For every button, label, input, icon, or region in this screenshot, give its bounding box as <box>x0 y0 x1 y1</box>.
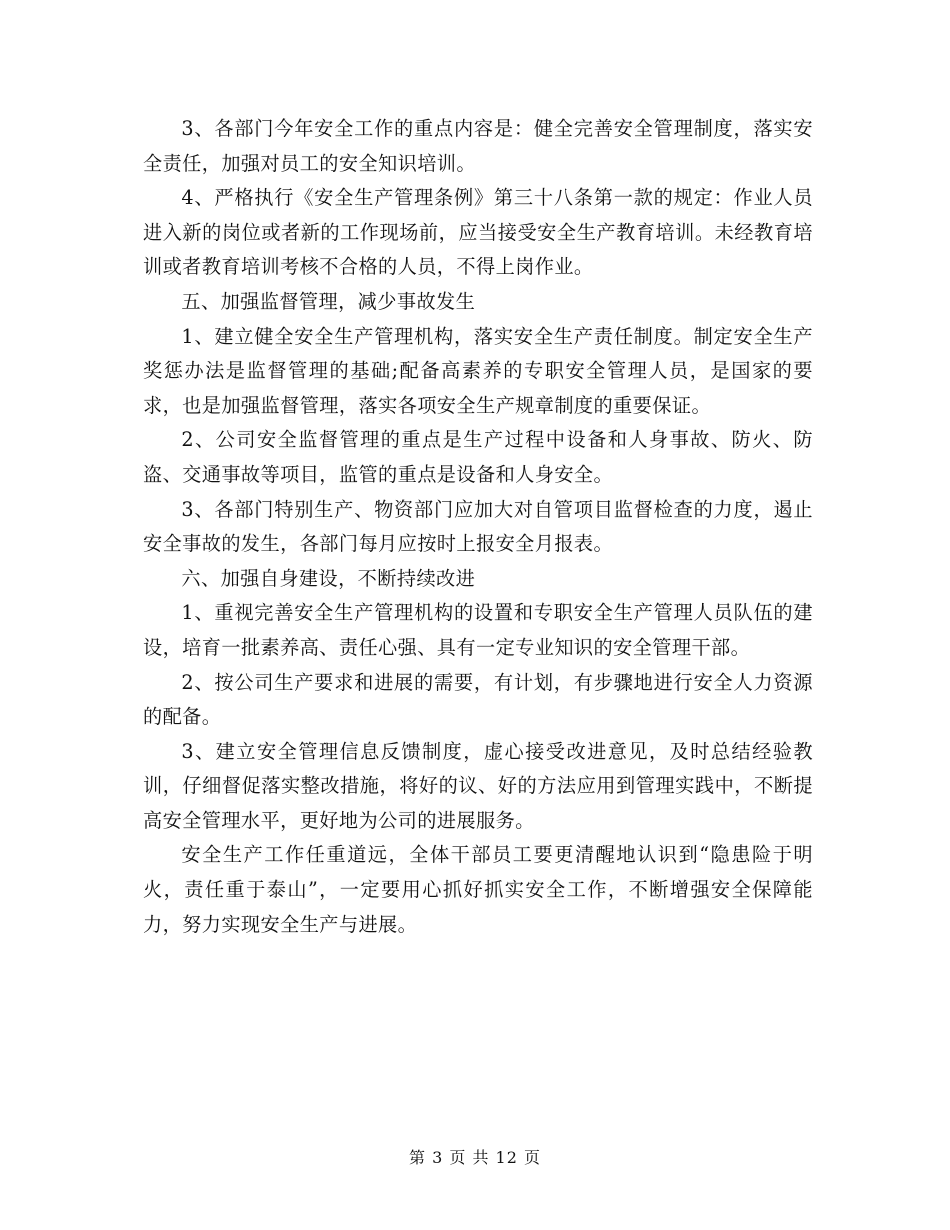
paragraph-item-5-3: 3、各部门特别生产、物资部门应加大对自管项目监督检查的力度，遏止安全事故的发生，各部门每月应按时上报安全月报表。 <box>143 497 813 556</box>
paragraph-item-5-2: 2、公司安全监督管理的重点是生产过程中设备和人身事故、防火、防盗、交通事故等项目，监管的重点是设备和人身安全。 <box>143 428 813 486</box>
page-footer <box>0 1147 950 1169</box>
section-heading-six: 六、加强自身建设，不断持续改进 <box>181 566 476 590</box>
document-body <box>143 112 813 942</box>
page-number-label: 第 3 页 共 12 页 <box>409 1148 541 1167</box>
closing-paragraph: 安全生产工作任重道远，全体干部员工要更清醒地认识到“隐患险于明火，责任重于泰山”，一定要用心抓好抓实安全工作，不断增强安全保障能力，努力实现安全生产与进展。 <box>143 843 813 936</box>
paragraph-item-6-2: 2、按公司生产要求和进展的需要，有计划，有步骤地进行安全人力资源的配备。 <box>143 670 813 729</box>
paragraph-item-6-3: 3、建立安全管理信息反馈制度，虚心接受改进意见，及时总结经验教训，仔细督促落实整改措施，将好的议、好的方法应用到管理实践中，不断提高安全管理水平，更好地为公司的进展服务。 <box>143 739 813 832</box>
paragraph-item-5-1: 1、建立健全安全生产管理机构，落实安全生产责任制度。制定安全生产奖惩办法是监督管理的基础;配备高素养的专职安全管理人员，是国家的要求，也是加强监督管理，落实各项安全生产规章制度的重要保证。 <box>143 324 813 417</box>
section-heading-five: 五、加强监督管理，减少事故发生 <box>181 289 476 313</box>
paragraph-item-6-1: 1、重视完善安全生产管理机构的设置和专职安全生产管理人员队伍的建设，培育一批素养高、责任心强、具有一定专业知识的安全管理干部。 <box>143 601 813 659</box>
paragraph-item-4: 4、严格执行《安全生产管理条例》第三十八条第一款的规定：作业人员进入新的岗位或者新的工作现场前，应当接受安全生产教育培训。未经教育培训或者教育培训考核不合格的人员，不得上岗作业。 <box>143 186 813 279</box>
paragraph-item-3: 3、各部门今年安全工作的重点内容是：健全完善安全管理制度，落实安全责任，加强对员工的安全知识培训。 <box>143 117 813 175</box>
